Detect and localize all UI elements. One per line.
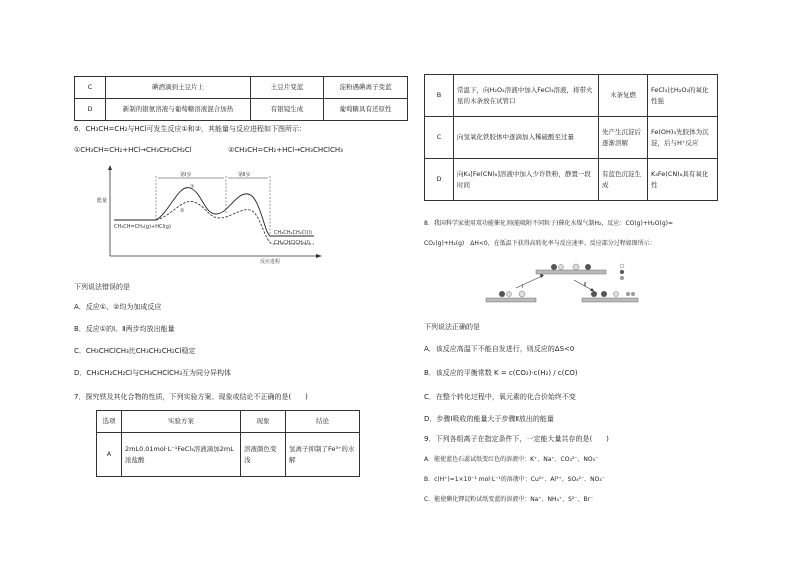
table-header: 实验方案 [122,411,241,433]
curve-1-label: ① [190,184,195,190]
question-6-stem: 6．CH₃CH=CH₂与HCl可发生反应①和②，其能量与反应进程如下图所示： [74,125,307,133]
table-cell: A [97,433,122,477]
product-2-label: CH₃CHClCH₃(l) [274,240,310,246]
question-6-option-b: B．反应①的Ⅰ、Ⅱ两步均放出能量 [74,325,175,333]
table-cell: FeCl₃比H₂O₂的氧化性强 [648,75,718,117]
question-6-option-d: D．CH₃CH₂CH₂Cl与CH₃CHClCH₃互为同分异构体 [74,369,231,377]
table-cell: 淀粉遇碘离子变蓝 [324,77,408,99]
table-cell: D [425,159,454,201]
table-cell: 向K₃[Fe(CN)₆]溶液中加入少许铁粉，静置一段时间 [454,159,599,201]
table-header: 选项 [97,411,122,433]
table-cell: 土豆片变蓝 [251,77,324,99]
table-cell: 溶液颜色变浅 [241,433,286,477]
table-row [97,433,360,477]
table-cell: 有蓝色沉淀生成 [599,159,648,201]
table-cell: 有银镜生成 [251,99,324,121]
table-cell: 葡萄糖具有还原性 [324,99,408,121]
table-cell: 2mL0.01mol·L⁻¹FeCl₃溶液滴加2mL浓盐酸 [122,433,241,477]
table-row [425,159,718,201]
step-2-label: Ⅱ [584,282,587,288]
catalyst-mechanism-diagram [482,258,652,314]
question-6-reaction-1: ①CH₃CH=CH₂+HCl→CH₃CH₂CH₂Cl [74,146,192,154]
table-cell: 先产生沉淀后逐渐溶解 [599,117,648,159]
step-2-label: 第Ⅱ步 [238,172,251,178]
question-9-option-a: A．能使蓝色石蕊试纸变红色的溶液中：K⁺、Na⁺、CO₃²⁻、NO₃⁻ [424,456,599,463]
question-6-option-c: C．CH₃CHClCH₃比CH₃CH₂CH₂Cl稳定 [74,347,196,355]
table-cell: 常温下，向H₂O₂溶液中加入FeCl₃溶液，将带火星的木条放在试管口 [454,75,599,117]
question-8-option-b: B．该反应的平衡常数 K = c(CO₂)·c(H₂) / c(CO) [424,369,578,377]
table-header: 现象 [241,411,286,433]
question-9-option-b: B．c(H⁺)=1×10⁻¹ mol·L⁻¹的溶液中：Cu²⁺、Al³⁺、SO₄²⁻、NO₃⁻ [424,476,605,483]
step-1-label: 第Ⅰ步 [180,172,192,178]
x-axis-label: 反应进程 [260,259,281,264]
question-8-stem-line-1: 8．我国科学家使用双功能催化剂(能吸附不同粒子)催化水煤气制H₂，反应：CO(g)+H₂O(g)= [424,220,674,227]
table-cell: 碘酒滴到土豆片上 [106,77,251,99]
table-cell: C [75,77,106,99]
table-cell: K₃Fe(CN)₆具有氧化性 [648,159,718,201]
question-9-stem: 9．下列各组离子在指定条件下，一定能大量共存的是( ) [424,435,609,443]
table-cell: Fe(OH)₃先胶体为沉淀，后与H⁺反应 [648,117,718,159]
curve-2-label: ② [180,208,185,214]
left-top-table [74,76,408,121]
reactant-label: CH₃CH=CH₂(g)+HCl(g) [114,224,171,230]
step-1-label: Ⅰ [522,284,524,290]
question-6-prompt: 下列说法错误的是 [74,283,130,291]
table-cell: 木条复燃 [599,75,648,117]
table-header-row [97,411,360,433]
table-row [425,75,718,117]
question-7-stem: 7．探究铁及其化合物的性质，下列实验方案、现象或结论不正确的是( ) [74,393,308,401]
question-8-prompt: 下列说法正确的是 [424,323,480,331]
table-row [75,99,408,121]
question-8-stem-line-2: CO₂(g)+H₂(g) ΔH<0，在低温下获得高转化率与反应速率。反应部分过程如图所示： [424,240,656,247]
table-cell: B [425,75,454,117]
question-6-option-a: A．反应①、②均为加成反应 [74,303,162,311]
right-top-table [424,74,718,201]
table-cell: C [425,117,454,159]
question-9-option-c: C．能使碘化钾淀粉试纸变蓝的溶液中：Na⁺、NH₄⁺、S²⁻、Br⁻ [424,496,594,503]
table-cell: 向氢氧化铁胶体中逐滴加入稀硫酸至过量 [454,117,599,159]
table-cell: 新制的银氨溶液与葡萄糖溶液混合加热 [106,99,251,121]
question-6-reaction-2: ②CH₃CH=CH₂+HCl→CH₃CHClCH₃ [228,146,343,154]
question-8-option-c: C．在整个转化过程中，氧元素的化合价始终不变 [424,393,576,401]
product-1-label: CH₃CH₂CH₂Cl(l) [274,230,312,236]
question-8-option-d: D．步骤Ⅰ吸收的能量大于步骤Ⅱ放出的能量 [424,415,554,423]
question-8-option-a: A．该反应高温下不能自发进行，则反应的ΔS<0 [424,345,575,353]
table-cell: D [75,99,106,121]
energy-diagram [94,164,326,264]
table-cell: 氢离子抑制了Fe³⁺的水解 [286,433,360,477]
table-header: 结论 [286,411,360,433]
table-row [75,77,408,99]
table-row [425,117,718,159]
question-7-table [96,410,360,477]
y-axis-label: 能量 [97,198,108,204]
